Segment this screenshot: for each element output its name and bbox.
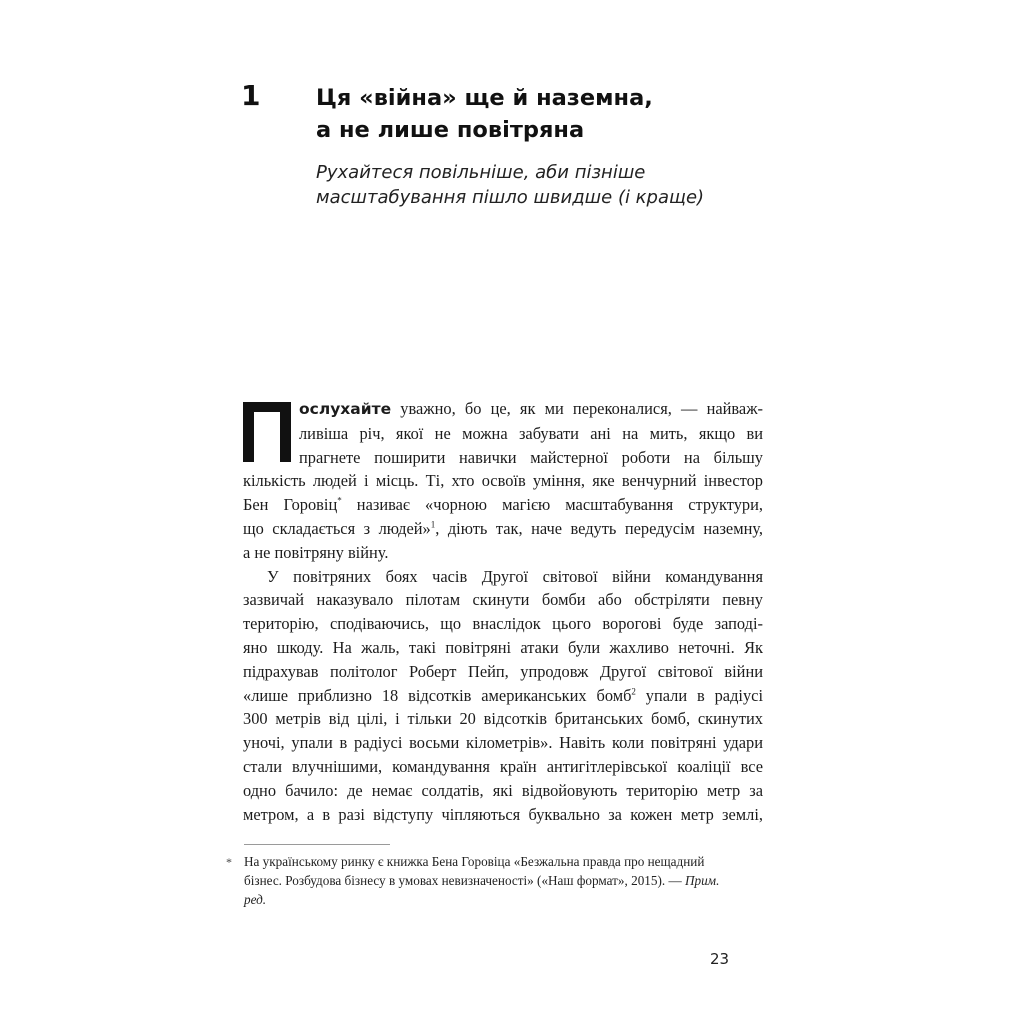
text-line: кількість людей і місць. Ті, хто освоїв уміння, яке венчурний інвестор [243,471,763,491]
editor-note: Прим. [684,873,720,888]
chapter-number: 1 [241,79,261,112]
text-line: прагнете поширити навички майстерної роботи на більшу [299,447,763,467]
text-line: зазвичай наказувало пілотам скинути бомби або обстріляти певну [243,590,763,610]
chapter-title-line-1: Ця «війна» ще й наземна, [316,85,653,111]
text-line: метром, а в разі відступу чіпляються буквально за кожен метр землі, [243,804,763,824]
page-number: 23 [710,950,730,968]
text-line: 300 метрів від цілі, і тільки 20 відсотків британських бомб, скинутих [243,709,763,729]
paragraph-1 [243,397,763,565]
footnote-line [244,890,766,909]
chapter-subtitle-line-2: масштабування пішло швидше (і краще) [316,187,705,208]
lead-word: ослухайте [299,400,392,418]
footnote-ref-1[interactable]: 1 [430,519,436,530]
paragraph-2 [243,565,763,827]
text-line: У повітряних боях часів Другої світової війни командування [267,566,763,586]
text-line: «лише приблизно 18 відсотків американських бомб$^2$ упали в радіусі [243,685,763,705]
text-line: яно шкоду. На жаль, такі повітряні атаки були жахливо неточні. Як [243,637,763,657]
footnote-line: На українському ринку є книжка Бена Горовіца «Безжальна правда про нещадний [244,854,705,869]
footnote-ref-star[interactable]: * [337,495,342,506]
dropcap-letter [243,402,291,462]
footnote [226,852,766,909]
text-line: територію, сподіваючись, що внаслідок цього ворогові буде заподі- [243,614,763,634]
text-line: ослухайте уважно, бо це, як ми переконалися, — найваж- [299,399,763,418]
chapter-subtitle [316,160,756,210]
footnote-line: бізнес. Розбудова бізнесу в умовах невизначеності» («Наш формат», 2015). — Прим. [244,873,720,888]
chapter-title [316,82,756,146]
editor-note-cont: ред. [244,892,267,907]
text-line: одно бачило: де немає солдатів, які відвойовують територію метр за [243,780,763,800]
text-line: стали влучнішими, командування країн антигітлерівської коаліції все [243,756,763,776]
footnote-text [244,852,766,909]
body-text [243,397,763,826]
text-line: що складається з людей»$^1$, діють так, наче ведуть передусім наземну, [243,518,763,538]
text-line: а не повітряну війну. [243,542,389,562]
text-line: Бен Горовіц* називає «чорною магією масштабування структури, [243,495,764,515]
chapter-title-line-2: а не лише повітряна [316,117,585,143]
footnote-marker: * [226,855,232,869]
text-line: уночі, упали в радіусі восьми кілометрів». Навіть коли повітряні удари [243,733,763,753]
text-line: підрахував політолог Роберт Пейп, упродовж Другої світової війни [243,661,763,681]
chapter-subtitle-line-1: Рухайтеся повільніше, аби пізніше [316,162,646,183]
footnote-ref-2[interactable]: 2 [631,686,636,697]
footnote-divider [244,844,390,845]
text-line: ливіша річ, якої не можна забувати ані на мить, якщо ви [299,423,763,443]
